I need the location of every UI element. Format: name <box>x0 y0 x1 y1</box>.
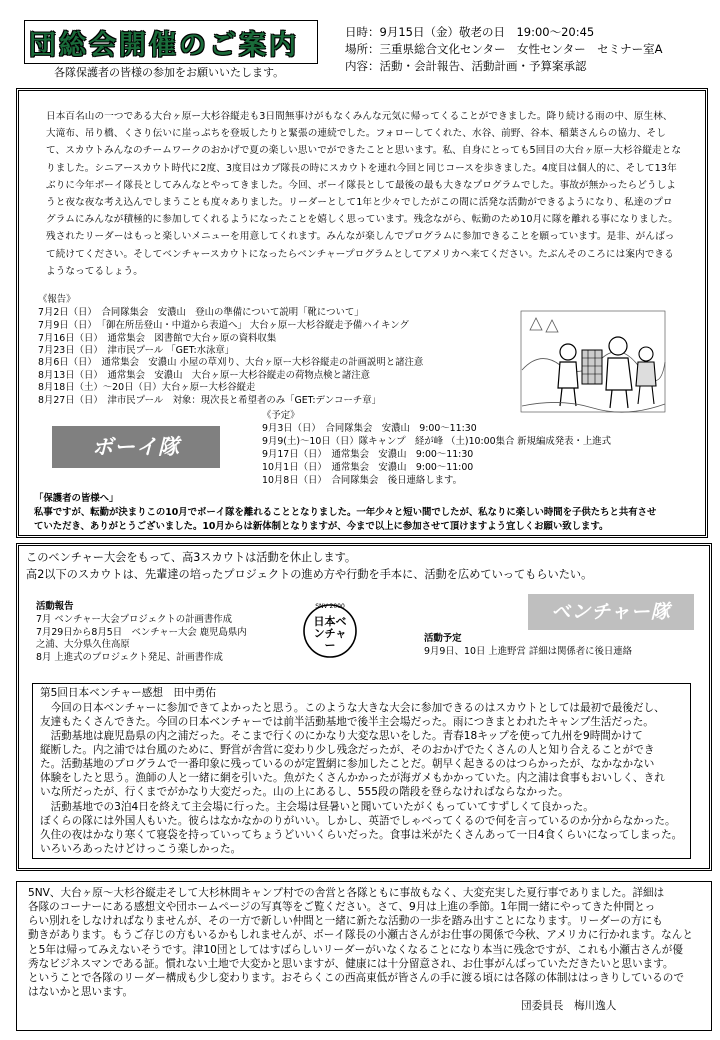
venture-section-label-text: ベンチャー隊 <box>551 601 671 623</box>
activity-item: 8月 上進式のプロジェクト発足、計画書作成 <box>36 652 223 663</box>
message-line: ということで各隊のリーダー構成も少し変わります。おそらくこの西高東低が皆さんの手に渡る頃には各隊の体制ははっきりしているので <box>28 972 684 984</box>
logo-main-text: 日本ベンチャー <box>313 615 347 652</box>
schedule-item: 10月8日（日） 合同隊集会 後日連絡します。 <box>262 475 462 486</box>
venture-intro: このベンチャー大会をもって、高3スカウトは活動を休止します。 <box>26 551 357 564</box>
message-line: 動きがあります。もうご存じの方もいるかもしれませんが、ボーイ隊長の小瀬古さんがお仕事の関係で今秋、アメリカに行かれます。なんと <box>28 929 693 941</box>
message-line: 秀なビジネスマンである証。慣れない土地で大変かと思いますが、健康には十分留意され、お仕事がんばっていただきたいと思います。 <box>28 958 674 970</box>
essay-line: 体験をしたと思う。漁師の人と一緒に網を引いた。魚がたくさんかかったが海ガメもかかっていた。内之浦は食事もおいしく、きれ <box>40 772 665 784</box>
activity-item: 7月29日から8月5日 ベンチャー大会 鹿児島県内 <box>36 627 247 638</box>
report-item: 7月23日（日） 津市民プール 「GET:水泳章」 <box>38 345 235 356</box>
essay-line: 活動基地は鹿児島県の内之浦だった。そこまで行くのにかなり大変な思いをした。青春18キップを使って九州を9時間かけて <box>40 730 643 742</box>
schedule-item: 9月17日（日） 通常集会 安濃山 9:00～11:30 <box>262 449 474 460</box>
page-subtitle: 各隊保護者の皆様の参加をお願いいたします。 <box>54 66 285 79</box>
essay-line: いろいろあったけどけっこう楽しかった。 <box>40 843 242 855</box>
title-box <box>24 20 318 64</box>
logo-top-text: SNV 2000 <box>315 603 345 610</box>
schedule-item: 9月3日（日） 合同隊集会 安濃山 9:00～11:30 <box>262 423 477 434</box>
essay-line: いな所だったが、行くまでがかなり大変だった。山の上にあるし、555段の階段を登らなければならなかった。 <box>40 786 569 798</box>
report-heading: 《報告》 <box>38 294 76 305</box>
page-title: 団総会開催のご案内 <box>29 30 299 61</box>
essay-line: 今回の日本ベンチャーに参加できてよかったと思う。このような大きな大会に参加できるのはスカウトとしては最初で最後だし、 <box>40 702 665 714</box>
report-item: 8月6日（日） 通常集会 安濃山 小屋の草刈り、大台ヶ原ー大杉谷縦走の計画説明と諸注意 <box>38 357 424 368</box>
activity-report-heading: 活動報告 <box>36 601 74 612</box>
report-item: 8月18日（土）～20日（日）大台ヶ原ー大杉谷縦走 <box>38 382 256 393</box>
guardian-message: ていただき、ありがとうございました。10月からは新体制となりますが、今まで以上に参加させて頂けますよう宜しくお願い致します。 <box>34 521 609 532</box>
nippon-venture-logo <box>300 600 360 660</box>
essay-line: ぼくらの隊には外国人もいた。彼らはなかなかのりがいい。しかし、英語でしゃべってくるので何を言っているのか分からなかった。 <box>40 815 676 827</box>
message-line: 各隊のコーナーにある感想文や団ホームページの写真等をご覧ください。さて、9月は上進の季節。1年間一緒にやってきた仲間とっ <box>28 901 656 913</box>
report-item: 8月13日（日） 通常集会 安濃山 大台ヶ原ー大杉谷縦走の荷物点検と諸注意 <box>38 370 370 381</box>
meeting-datetime: 日時：9月15日（金）敬老の日 19:00～20:45 <box>345 25 595 39</box>
message-line: らい別れをしなければなりませんが、その一方で新しい仲間と一緒に新たな活動の一歩を踏み出すことになります。リーダーの方にも <box>28 915 663 927</box>
essay-line: 友達もたくさんできた。今回の日本ベンチャーでは前半活動基地で後半主会場だった。雨につきまとわれたキャンプ生活だった。 <box>40 716 654 728</box>
activity-item: 之浦、大分県久住高原 <box>36 639 130 650</box>
essay-line: た。活動基地のプログラムで一番印象に残っているのが定置網に参加したことだ。朝早く起きるのはつらかったが、なかなかない <box>40 758 655 770</box>
message-line: はないかと思います。 <box>28 986 134 998</box>
essay-title: 第5回日本ベンチャー感想 田中勇佑 <box>40 687 216 699</box>
essay-line: 久住の夜はかなり寒くて寝袋を持っていってちょうどいいくらいだった。食事は米がたくさんあって一日4食くらいになってしまった。 <box>40 829 683 841</box>
meeting-place: 場所：三重県総合文化センター 女性センター セミナー室A <box>345 42 663 56</box>
report-item: 8月27日（日） 津市民プール 対象：現次長と希望者のみ「GET:デンコーチ章」 <box>38 395 381 406</box>
boy-section-label-text: ボーイ隊 <box>92 435 180 459</box>
venture-plan-item: 9月9日、10日 上進野営 詳細は関係者に後日連絡 <box>424 646 632 657</box>
essay-line: 縦断した。内之浦では台風のために、野営が舎営に変わり少し残念だったが、そのおかげでたくさんの人と知り合えることができ <box>40 744 655 756</box>
schedule-item: 9月9(土)～10日（日）隊キャンプ 経が峰 （土)10:00集合 新規編成発表・上進式 <box>262 436 612 447</box>
report-item: 7月9日（日） 「御在所岳登山・中道から表道へ」 大台ヶ原ー大杉谷縦走予備ハイキング <box>38 320 409 331</box>
boy-leader-message: 日本百名山の一つである大台ヶ原ー大杉谷縦走も3日間無事けがもなくみんな元気に帰ってくることができました。降り続ける雨の中、原生林、大滝布、吊り橋、くさり伝いに崖っぷちを登坂したりと緊張の連続でした。フォローしてくれた、水谷、前野、谷本、稲葉さんらの協力、そして、スカウトみんなのチームワークのおかげで夏の楽しい思いでができたことと思います。私、自身にとっても5回目の大台ヶ原ー大杉谷縦走となりました。シニアースカウト時代に2度、3度目はカブ隊長の時にスカウトを連れ今回と同じコースを歩きました。4度目は個人的に、そして13年ぶりに今年ボーイ隊長としてみんなとやってきました。今回、ボーイ隊長として最後の最も大きなプログラムでした。事故が無かったらどうしようと夜な夜な考え込んでしまうことも度々ありました。リーダーとして1年と少々でしたがこの間に活発な活動ができるようになり、私達のプログラムにみんなが積極的に参加してくれるようになったことを嬉しく思っています。残念ながら、転勤のため10月に隊を離れる事になりました。残されたリーダーはもっと楽しいメニューを用意してくれます。みんなが楽しんでプログラムに参加できることを願っています。是非、がんばって続けてください。そしてベンチャースカウトになったらベンチャープログラムとしてアメリカへ来てください。たぶんそのころには案内できるようなってるしょう。 <box>46 111 682 277</box>
boy-section-label <box>52 426 220 468</box>
guardian-message: 私事ですが、転勤が決まりこの10月でボーイ隊を離れることとなりました。一年少々と短い間でしたが、私なりに楽しい時間を子供たちと共有させ <box>34 507 657 518</box>
venture-intro: 高2以下のスカウトは、先輩達の培ったプロジェクトの進め方や行動を手本に、活動を広めていってもらいたい。 <box>26 568 593 581</box>
report-item: 7月2日（日） 合同隊集会 安濃山 登山の準備について説明「靴について」 <box>38 307 364 318</box>
essay-line: 活動基地での3泊4日を終えて主会場に行った。主会場は昼暑いと聞いていたがくもっていてすずしくて良かった。 <box>40 801 594 813</box>
meeting-content: 内容：活動・会計報告、活動計画・予算案承認 <box>345 59 587 73</box>
schedule-heading: 《予定》 <box>262 410 300 421</box>
guardian-heading: 「保護者の皆様へ」 <box>34 493 119 504</box>
venture-section-label <box>528 594 694 630</box>
activity-item: 7月 ベンチャー大会プロジェクトの計画書作成 <box>36 614 232 625</box>
schedule-item: 10月1日（日） 通常集会 安濃山 9:00～11:00 <box>262 462 474 473</box>
message-signature: 団委員長 梅川逸人 <box>521 1000 617 1012</box>
scouts-illustration <box>520 310 666 413</box>
message-line: 5NV、大台ヶ原～大杉谷縦走そして大杉林間キャンプ村での舎営と各隊ともに事故もなく、大変充実した夏行事でありました。詳細は <box>28 887 665 899</box>
message-line: と5年は帰ってみえないそうです。津10団としてはすばらしいリーダーがいなくなることになり本当に残念ですが、これも小瀬古さんが優 <box>28 944 683 956</box>
venture-plan-heading: 活動予定 <box>424 633 462 644</box>
report-item: 7月16日（日） 通常集会 図書館で大台ヶ原の資料収集 <box>38 333 277 344</box>
